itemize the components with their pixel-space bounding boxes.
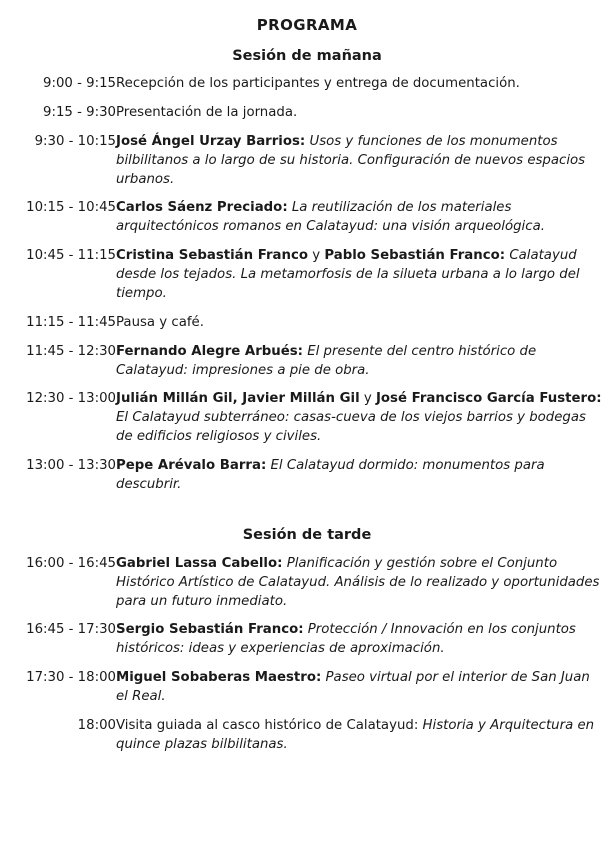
row-text: Paseo virtual por el interior de San Juan el Real. bbox=[116, 670, 590, 704]
row-time: 11:45 - 12:30 bbox=[26, 343, 116, 359]
table-row bbox=[12, 669, 602, 717]
row-speaker: Sergio Sebastián Franco: bbox=[116, 622, 304, 638]
row-description bbox=[116, 669, 602, 717]
row-speaker: Gabriel Lassa Cabello: bbox=[116, 555, 283, 571]
row-time: 13:00 - 13:30 bbox=[26, 458, 116, 473]
row-time: 9:30 - 10:15 bbox=[34, 133, 116, 149]
row-description bbox=[116, 457, 602, 505]
section-heading-afternoon: Sesión de tarde bbox=[242, 526, 372, 543]
row-speaker: Carlos Sáenz Preciado: bbox=[116, 200, 288, 216]
table-row bbox=[12, 199, 602, 247]
table-row bbox=[12, 314, 602, 343]
row-description bbox=[116, 390, 602, 457]
row-description bbox=[116, 314, 602, 343]
section-heading-morning: Sesión de mañana bbox=[232, 48, 382, 64]
row-conjunction: y bbox=[359, 391, 376, 407]
row-description bbox=[116, 75, 602, 104]
table-row bbox=[12, 247, 602, 314]
table-row bbox=[12, 133, 602, 200]
row-time: 12:30 - 13:00 bbox=[26, 391, 116, 407]
row-speaker: Pepe Arévalo Barra: bbox=[116, 458, 267, 473]
row-text: Historia y Arquitectura en quince plazas bilbilitanas. bbox=[116, 717, 595, 752]
row-description bbox=[116, 133, 602, 200]
row-time: 18:00 bbox=[77, 717, 116, 733]
page-title: PROGRAMA bbox=[256, 16, 358, 34]
table-row bbox=[12, 457, 602, 505]
row-prefix: Visita guiada al casco histórico de Calatayud: bbox=[116, 717, 423, 733]
row-description bbox=[116, 104, 602, 133]
row-time: 9:00 - 9:15 bbox=[43, 76, 116, 91]
row-speaker-secondary: Pablo Sebastián Franco: bbox=[324, 248, 506, 264]
table-row bbox=[12, 621, 602, 669]
row-text: El presente del centro histórico de Calatayud: impresiones a pie de obra. bbox=[116, 343, 537, 378]
row-speaker: Julián Millán Gil, Javier Millán Gil bbox=[116, 391, 360, 407]
row-description bbox=[116, 343, 602, 391]
row-conjunction: y bbox=[308, 248, 325, 264]
row-speaker: Miguel Sobaberas Maestro: bbox=[116, 670, 322, 686]
table-row bbox=[12, 555, 602, 622]
row-text: Usos y funciones de los monumentos bilbilitanos a lo largo de su historia. Configuración de nuevos espacios urbanos. bbox=[116, 133, 586, 187]
row-time: 17:30 - 18:00 bbox=[26, 670, 116, 686]
row-text: Calatayud desde los tejados. La metamorfosis de la silueta urbana a lo largo del tiempo. bbox=[116, 248, 580, 301]
row-description bbox=[116, 621, 602, 669]
row-text: Recepción de los participantes y entrega de documentación. bbox=[116, 76, 520, 91]
schedule-table-afternoon bbox=[12, 555, 602, 765]
row-speaker-secondary: José Francisco García Fustero: bbox=[375, 391, 602, 407]
row-text: Pausa y café. bbox=[116, 314, 204, 330]
row-time: 16:45 - 17:30 bbox=[26, 622, 116, 638]
row-description bbox=[116, 717, 602, 765]
row-description bbox=[116, 555, 602, 622]
row-time: 10:15 - 10:45 bbox=[26, 200, 116, 216]
row-time: 10:45 - 11:15 bbox=[26, 248, 116, 264]
table-row bbox=[12, 717, 602, 765]
row-description bbox=[116, 199, 602, 247]
row-time: 11:15 - 11:45 bbox=[26, 314, 116, 330]
row-text: Presentación de la jornada. bbox=[116, 104, 298, 120]
row-text: La reutilización de los materiales arquitectónicos romanos en Calatayud: una visión arqueológica. bbox=[116, 200, 545, 235]
table-row bbox=[12, 104, 602, 133]
row-text: El Calatayud dormido: monumentos para descubrir. bbox=[116, 458, 545, 492]
row-description bbox=[116, 247, 602, 314]
row-speaker: Fernando Alegre Arbués: bbox=[116, 343, 303, 359]
row-time: 16:00 - 16:45 bbox=[26, 555, 116, 571]
table-row bbox=[12, 343, 602, 391]
schedule-table-morning bbox=[12, 75, 602, 505]
table-row bbox=[12, 390, 602, 457]
row-speaker: Cristina Sebastián Franco bbox=[116, 248, 308, 264]
row-speaker: José Ángel Urzay Barrios: bbox=[116, 133, 306, 149]
row-text: El Calatayud subterráneo: casas-cueva de los viejos barrios y bodegas de edificios religiosos y civiles. bbox=[116, 410, 586, 445]
row-text: Protección / Innovación en los conjuntos históricos: ideas y experiencias de aproximación. bbox=[116, 622, 576, 657]
table-row bbox=[12, 75, 602, 104]
row-text: Planificación y gestión sobre el Conjunto Histórico Artístico de Calatayud. Análisis de lo realizado y oportunidades para un futuro inmediato. bbox=[116, 555, 600, 609]
row-time: 9:15 - 9:30 bbox=[43, 104, 116, 120]
